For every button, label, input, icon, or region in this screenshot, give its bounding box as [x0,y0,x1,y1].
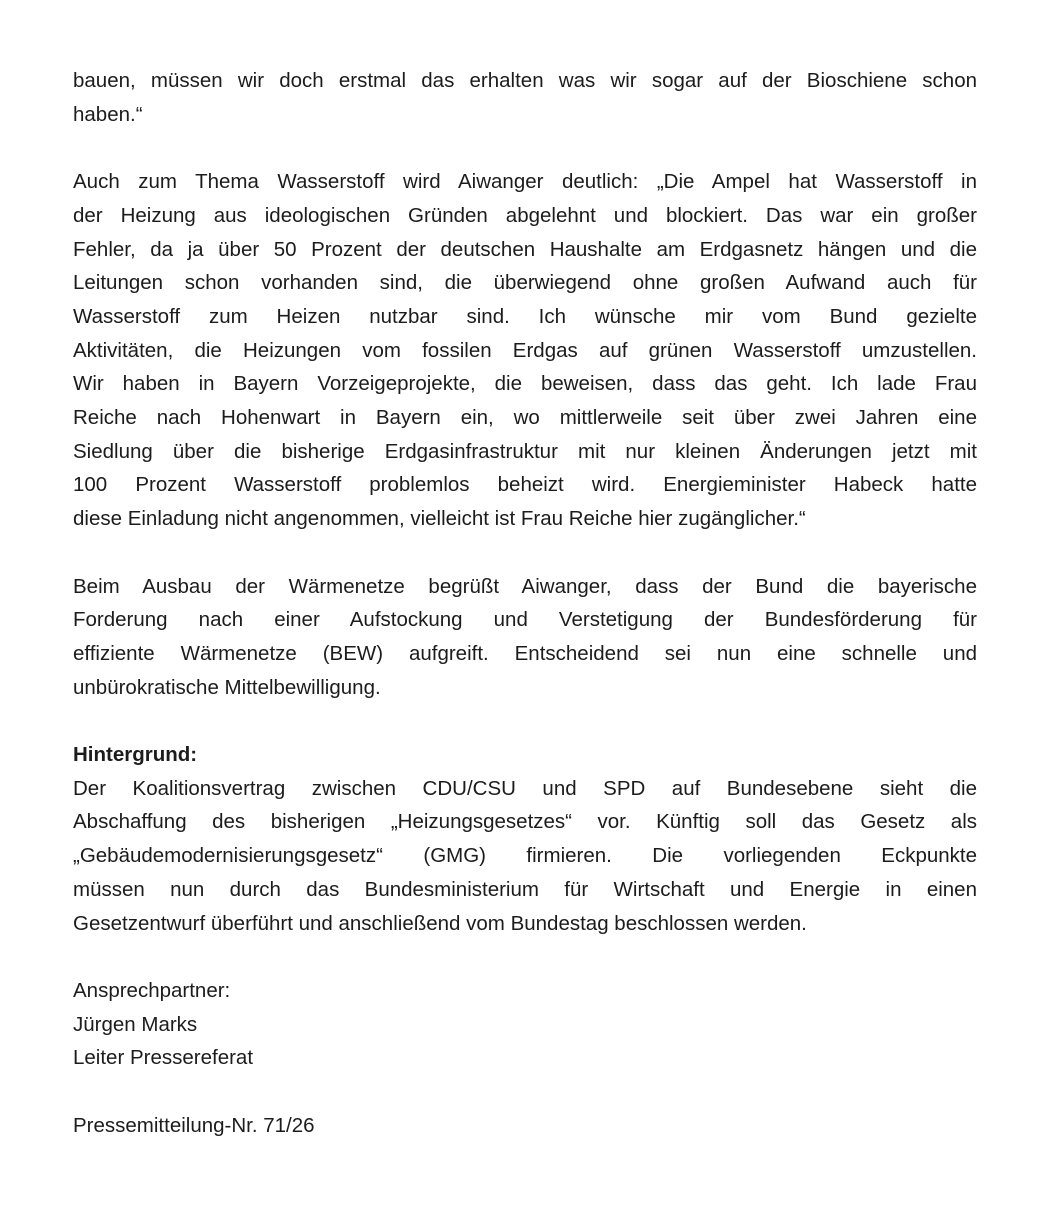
contact-paragraph [73,974,977,1075]
text-line: Reiche nach Hohenwart in Bayern ein, wo mittlerweile seit über zwei Jahren eine [73,406,977,430]
text-line: Abschaffung des bisherigen „Heizungsgesetzes“ vor. Künftig soll das Gesetz als [73,810,977,834]
text-line: Aktivitäten, die Heizungen vom fossilen Erdgas auf grünen Wasserstoff umzustellen. [73,338,977,362]
section-heading: Hintergrund: [73,743,198,767]
hintergrund-paragraph [73,738,977,940]
text-line: Wir haben in Bayern Vorzeigeprojekte, die beweisen, dass das geht. Ich lade Frau [73,372,977,396]
text-line: Pressemitteilung-Nr. 71/26 [73,1113,315,1137]
text-line: Gesetzentwurf überführt und anschließend vom Bundestag beschlossen werden. [73,911,807,935]
waermenetze-paragraph [73,570,977,705]
text-line: der Heizung aus ideologischen Gründen abgelehnt und blockiert. Das war ein großer [73,203,977,227]
text-line: Leitungen schon vorhanden sind, die überwiegend ohne großen Aufwand auch für [73,271,977,295]
quote-continuation-paragraph [73,64,977,131]
text-line: Forderung nach einer Aufstockung und Verstetigung der Bundesförderung für [73,608,977,632]
text-line: effiziente Wärmenetze (BEW) aufgreift. Entscheidend sei nun eine schnelle und [73,641,977,665]
text-line: 100 Prozent Wasserstoff problemlos beheizt wird. Energieminister Habeck hatte [73,473,977,497]
text-line: Wasserstoff zum Heizen nutzbar sind. Ich wünsche mir vom Bund gezielte [73,304,977,328]
press-release-page [73,64,977,1142]
text-line: Fehler, da ja über 50 Prozent der deutschen Haushalte am Erdgasnetz hängen und die [73,237,977,261]
text-line: Der Koalitionsvertrag zwischen CDU/CSU und SPD auf Bundesebene sieht die [73,776,977,800]
text-line: „Gebäudemodernisierungsgesetz“ (GMG) firmieren. Die vorliegenden Eckpunkte [73,844,977,868]
text-line: Beim Ausbau der Wärmenetze begrüßt Aiwanger, dass der Bund die bayerische [73,574,977,598]
text-line: Siedlung über die bisherige Erdgasinfrastruktur mit nur kleinen Änderungen jetzt mit [73,439,977,463]
text-line: Leiter Pressereferat [73,1046,254,1070]
text-line: haben.“ [73,102,143,126]
text-line: unbürokratische Mittelbewilligung. [73,675,381,699]
press-release-number-paragraph [73,1109,977,1143]
wasserstoff-paragraph [73,165,977,536]
text-line: Auch zum Thema Wasserstoff wird Aiwanger deutlich: „Die Ampel hat Wasserstoff in [73,170,977,194]
text-line: bauen, müssen wir doch erstmal das erhalten was wir sogar auf der Bioschiene schon [73,69,977,92]
text-line: Ansprechpartner: [73,978,231,1002]
text-line: Jürgen Marks [73,1012,198,1036]
text-line: diese Einladung nicht angenommen, vielleicht ist Frau Reiche hier zugänglicher.“ [73,507,806,531]
text-line: müssen nun durch das Bundesministerium für Wirtschaft und Energie in einen [73,877,977,901]
